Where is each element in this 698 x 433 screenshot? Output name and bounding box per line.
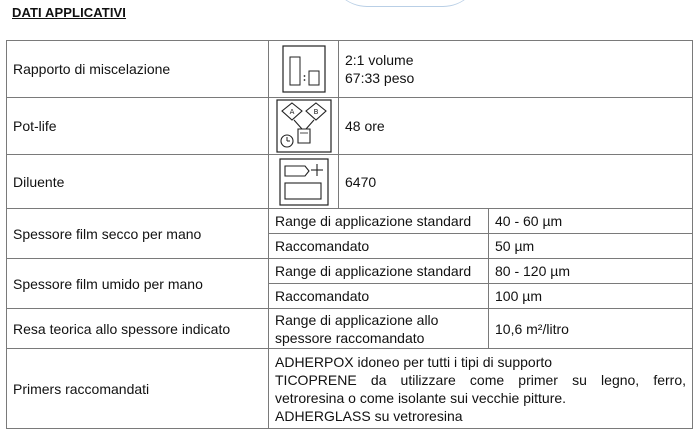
table-row [7, 309, 693, 349]
potlife-icon-cell [269, 98, 339, 155]
diluent-value: 6470 [339, 155, 693, 209]
header-decoration [330, 0, 480, 7]
potlife-label: Pot-life [7, 98, 269, 155]
svg-text:A: A [289, 108, 294, 116]
mix-label: Rapporto di miscelazione [7, 41, 269, 98]
pot-life-icon [276, 99, 332, 153]
mix-value [339, 41, 693, 98]
table-row [7, 209, 693, 234]
table-row [7, 98, 693, 155]
table-row [7, 155, 693, 209]
primers-value [269, 349, 693, 429]
yield-value: 10,6 m²/litro [489, 309, 693, 349]
yield-sub-label [269, 309, 489, 349]
wet-film-label: Spessore film umido per mano [7, 259, 269, 309]
yield-label: Resa teorica allo spessore indicato [7, 309, 269, 349]
wet-film-range-value: 80 - 120 µm [489, 259, 693, 284]
svg-text:B: B [313, 108, 318, 116]
mix-volume: 2:1 volume [345, 52, 414, 68]
primer-line-4: ADHERGLASS su vetroresina [275, 407, 463, 424]
wet-film-range-label: Range di applicazione standard [269, 259, 489, 284]
dry-film-rec-label: Raccomandato [269, 234, 489, 259]
table-row [7, 349, 693, 429]
diluent-label: Diluente [7, 155, 269, 209]
dry-film-label: Spessore film secco per mano [7, 209, 269, 259]
mix-icon-cell [269, 41, 339, 98]
table-row [7, 259, 693, 284]
primer-line-3: vetroresina o come isolante sui vecchie pitture. [275, 389, 567, 406]
section-title: DATI APPLICATIVI [12, 5, 127, 20]
yield-sub-line-1: Range di applicazione allo [275, 311, 439, 328]
table-row [7, 41, 693, 98]
wet-film-rec-label: Raccomandato [269, 284, 489, 309]
primer-line-1: ADHERPOX idoneo per tutti i tipi di supporto [275, 353, 553, 370]
mixing-ratio-icon [281, 44, 327, 94]
diluent-icon-cell [269, 155, 339, 209]
dry-film-range-label: Range di applicazione standard [269, 209, 489, 234]
diluent-icon [279, 158, 329, 206]
wet-film-rec-value: 100 µm [489, 284, 693, 309]
application-data-table [6, 40, 693, 429]
primer-line-2: TICOPRENE da utilizzare come primer su legno, ferro, [275, 371, 687, 388]
dry-film-rec-value: 50 µm [489, 234, 693, 259]
primers-label: Primers raccomandati [7, 349, 269, 429]
dry-film-range-value: 40 - 60 µm [489, 209, 693, 234]
mix-weight: 67:33 peso [345, 70, 415, 86]
potlife-value: 48 ore [339, 98, 693, 155]
yield-sub-line-2: spessore raccomandato [275, 329, 425, 346]
